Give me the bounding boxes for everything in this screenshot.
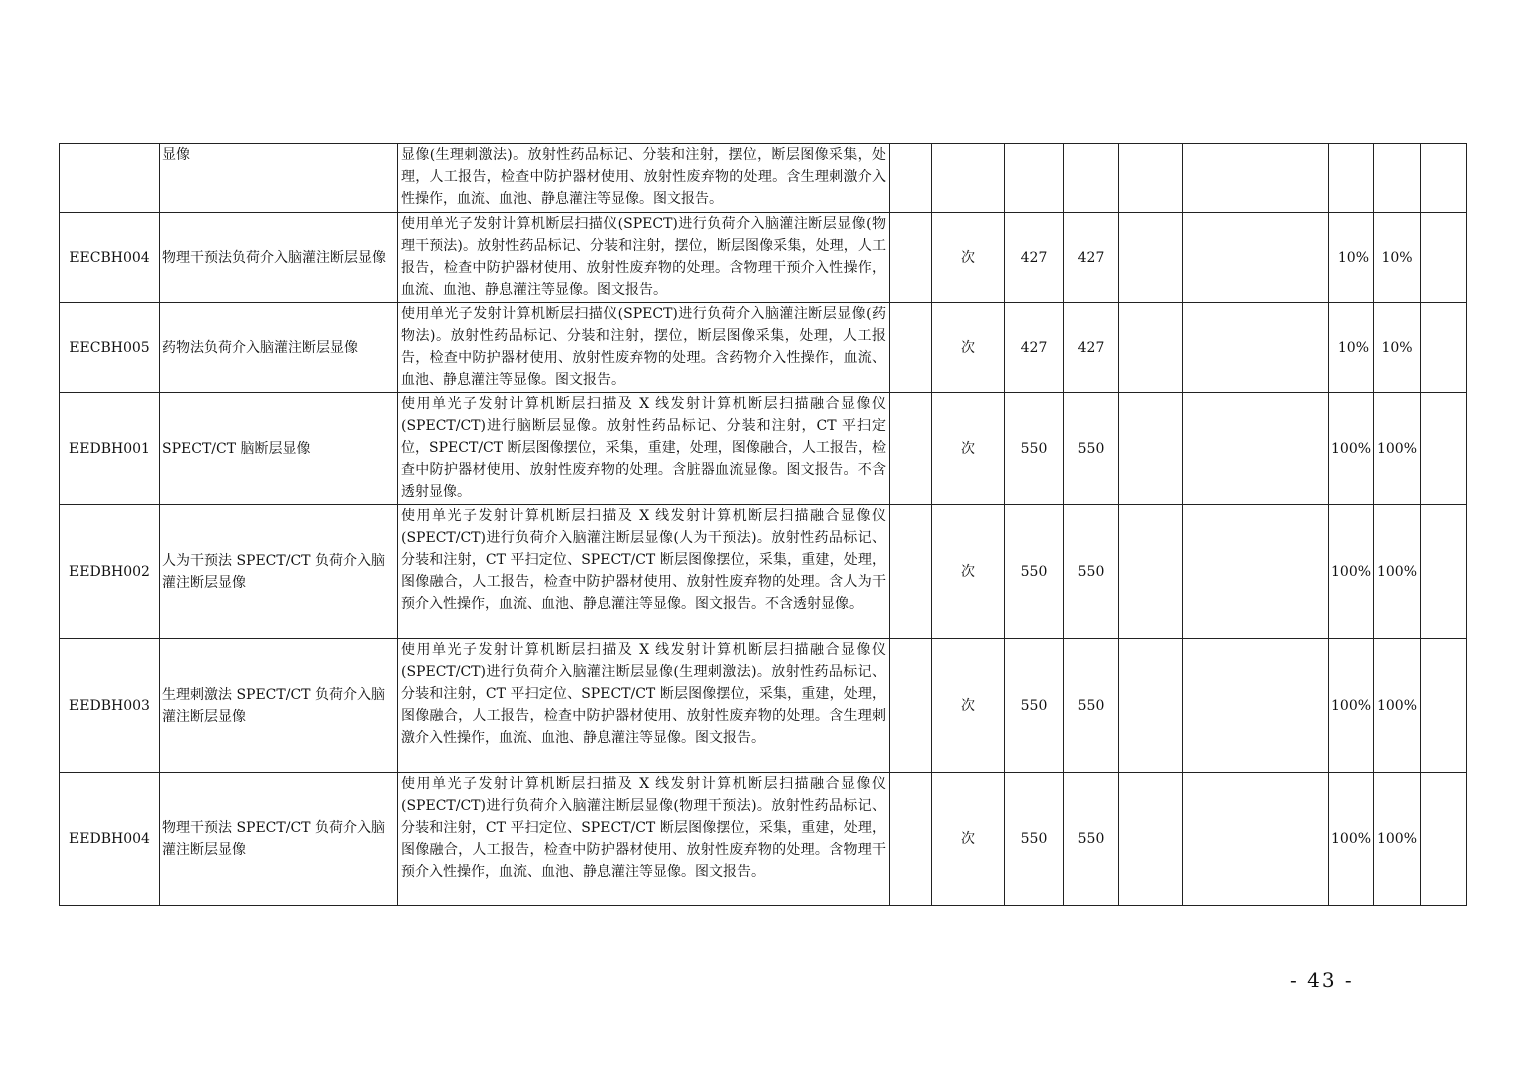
item-price-1 [1005, 144, 1064, 213]
item-ratio-2: 10% [1374, 213, 1421, 303]
item-price-2: 550 [1064, 505, 1119, 639]
page-number: - 43 - [1290, 968, 1354, 992]
item-price-2: 427 [1064, 303, 1119, 393]
item-price-3 [1119, 213, 1183, 303]
table-row [60, 213, 1467, 303]
item-note [1183, 639, 1329, 773]
item-ratio-1: 100% [1329, 505, 1374, 639]
item-extra [1421, 639, 1467, 773]
table-row [60, 303, 1467, 393]
item-price-1: 550 [1005, 393, 1064, 505]
item-price-2: 550 [1064, 393, 1119, 505]
item-ratio-1: 100% [1329, 773, 1374, 906]
item-code: EEDBH001 [60, 393, 160, 505]
item-note [1183, 505, 1329, 639]
item-note [1183, 393, 1329, 505]
item-content: 使用单光子发射计算机断层扫描及 X 线发射计算机断层扫描融合显像仪(SPECT/CT)进行脑断层显像。放射性药品标记、分装和注射，CT 平扫定位，SPECT/CT 断层图像摆位，采集，重建，处理，图像融合，人工报告，检查中防护器材使用、放射性废弃物的处理。含脏器血流显像。图文报告。不含透射显像。 [398, 393, 890, 505]
item-price-2: 550 [1064, 773, 1119, 906]
item-price-2: 550 [1064, 639, 1119, 773]
item-price-1: 550 [1005, 773, 1064, 906]
item-content: 使用单光子发射计算机断层扫描及 X 线发射计算机断层扫描融合显像仪(SPECT/CT)进行负荷介入脑灌注断层显像(物理干预法)。放射性药品标记、分装和注射，CT 平扫定位、SPECT/CT 断层图像摆位，采集，重建，处理，图像融合，人工报告，检查中防护器材使用、放射性废弃物的处理。含物理干预介入性操作，血流、血池、静息灌注等显像。图文报告。 [398, 773, 890, 906]
item-excluded [890, 213, 932, 303]
item-price-3 [1119, 144, 1183, 213]
table-row [60, 773, 1467, 906]
table-row [60, 144, 1467, 213]
table-row [60, 639, 1467, 773]
item-price-1: 427 [1005, 303, 1064, 393]
item-excluded [890, 639, 932, 773]
item-unit: 次 [932, 213, 1005, 303]
item-ratio-1: 10% [1329, 213, 1374, 303]
item-name: 人为干预法 SPECT/CT 负荷介入脑灌注断层显像 [160, 505, 398, 639]
item-name: 物理干预法负荷介入脑灌注断层显像 [160, 213, 398, 303]
item-price-1: 550 [1005, 639, 1064, 773]
item-extra [1421, 505, 1467, 639]
item-price-3 [1119, 773, 1183, 906]
item-name: 药物法负荷介入脑灌注断层显像 [160, 303, 398, 393]
item-excluded [890, 303, 932, 393]
item-unit [932, 144, 1005, 213]
item-ratio-1 [1329, 144, 1374, 213]
item-code: EEDBH004 [60, 773, 160, 906]
item-code: EECBH004 [60, 213, 160, 303]
item-excluded [890, 144, 932, 213]
item-price-3 [1119, 303, 1183, 393]
item-ratio-2: 10% [1374, 303, 1421, 393]
item-extra [1421, 773, 1467, 906]
item-excluded [890, 505, 932, 639]
item-name: 显像 [160, 144, 398, 213]
item-price-3 [1119, 505, 1183, 639]
item-extra [1421, 144, 1467, 213]
item-price-3 [1119, 639, 1183, 773]
table-row [60, 393, 1467, 505]
item-unit: 次 [932, 639, 1005, 773]
item-ratio-1: 100% [1329, 639, 1374, 773]
item-ratio-2: 100% [1374, 393, 1421, 505]
item-content: 使用单光子发射计算机断层扫描仪(SPECT)进行负荷介入脑灌注断层显像(药物法)。放射性药品标记、分装和注射，摆位，断层图像采集，处理，人工报告，检查中防护器材使用、放射性废弃物的处理。含药物介入性操作，血流、血池、静息灌注等显像。图文报告。 [398, 303, 890, 393]
item-ratio-2: 100% [1374, 639, 1421, 773]
item-note [1183, 303, 1329, 393]
item-code: EEDBH002 [60, 505, 160, 639]
item-price-2: 427 [1064, 213, 1119, 303]
item-excluded [890, 393, 932, 505]
item-extra [1421, 393, 1467, 505]
item-unit: 次 [932, 303, 1005, 393]
item-ratio-1: 100% [1329, 393, 1374, 505]
item-price-3 [1119, 393, 1183, 505]
item-unit: 次 [932, 773, 1005, 906]
item-excluded [890, 773, 932, 906]
item-extra [1421, 303, 1467, 393]
item-code: EECBH005 [60, 303, 160, 393]
item-content: 显像(生理刺激法)。放射性药品标记、分装和注射，摆位，断层图像采集，处理，人工报告，检查中防护器材使用、放射性废弃物的处理。含生理刺激介入性操作，血流、血池、静息灌注等显像。图文报告。 [398, 144, 890, 213]
item-price-1: 427 [1005, 213, 1064, 303]
item-ratio-2: 100% [1374, 505, 1421, 639]
item-name: 生理刺激法 SPECT/CT 负荷介入脑灌注断层显像 [160, 639, 398, 773]
item-code [60, 144, 160, 213]
item-unit: 次 [932, 393, 1005, 505]
item-ratio-1: 10% [1329, 303, 1374, 393]
item-content: 使用单光子发射计算机断层扫描仪(SPECT)进行负荷介入脑灌注断层显像(物理干预法)。放射性药品标记、分装和注射，摆位，断层图像采集，处理，人工报告，检查中防护器材使用、放射性废弃物的处理。含物理干预介入性操作，血流、血池、静息灌注等显像。图文报告。 [398, 213, 890, 303]
item-price-1: 550 [1005, 505, 1064, 639]
item-name: SPECT/CT 脑断层显像 [160, 393, 398, 505]
item-ratio-2 [1374, 144, 1421, 213]
item-extra [1421, 213, 1467, 303]
item-name: 物理干预法 SPECT/CT 负荷介入脑灌注断层显像 [160, 773, 398, 906]
item-content: 使用单光子发射计算机断层扫描及 X 线发射计算机断层扫描融合显像仪(SPECT/CT)进行负荷介入脑灌注断层显像(人为干预法)。放射性药品标记、分装和注射，CT 平扫定位、SPECT/CT 断层图像摆位，采集，重建，处理，图像融合，人工报告，检查中防护器材使用、放射性废弃物的处理。含人为干预介入性操作，血流、血池、静息灌注等显像。图文报告。不含透射显像。 [398, 505, 890, 639]
item-price-2 [1064, 144, 1119, 213]
pricing-table [59, 143, 1467, 906]
item-content: 使用单光子发射计算机断层扫描及 X 线发射计算机断层扫描融合显像仪(SPECT/CT)进行负荷介入脑灌注断层显像(生理刺激法)。放射性药品标记、分装和注射，CT 平扫定位、SPECT/CT 断层图像摆位，采集，重建，处理，图像融合，人工报告，检查中防护器材使用、放射性废弃物的处理。含生理刺激介入性操作，血流、血池、静息灌注等显像。图文报告。 [398, 639, 890, 773]
item-note [1183, 773, 1329, 906]
table-row [60, 505, 1467, 639]
item-note [1183, 213, 1329, 303]
item-ratio-2: 100% [1374, 773, 1421, 906]
item-unit: 次 [932, 505, 1005, 639]
item-code: EEDBH003 [60, 639, 160, 773]
item-note [1183, 144, 1329, 213]
